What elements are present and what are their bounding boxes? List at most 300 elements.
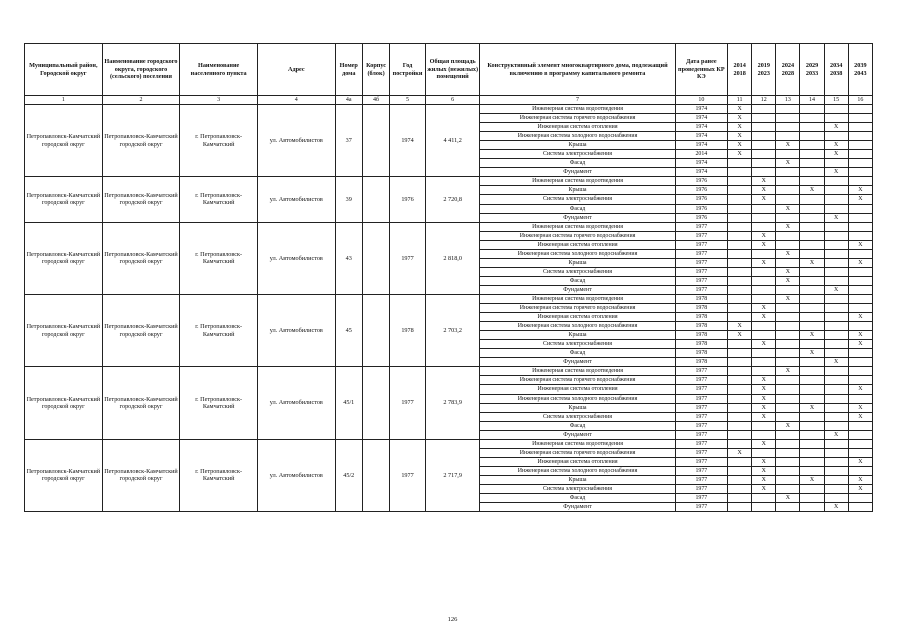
- year-built-cell: 1977: [390, 367, 426, 439]
- element-cell: Инженерная система холодного водоснабжения: [480, 394, 675, 403]
- period-mark-cell: [728, 358, 752, 367]
- period-mark-cell: X: [752, 177, 776, 186]
- period-mark-cell: [776, 114, 800, 123]
- period-mark-cell: [824, 448, 848, 457]
- period-mark-cell: [848, 168, 872, 177]
- header-house-number: Номер дома: [335, 44, 362, 96]
- period-mark-cell: [800, 132, 824, 141]
- period-mark-cell: [776, 304, 800, 313]
- period-mark-cell: [776, 466, 800, 475]
- element-cell: Инженерная система водоотведения: [480, 222, 675, 231]
- address-cell: ул. Автомобилистов: [257, 367, 335, 439]
- element-cell: Инженерная система холодного водоснабжения: [480, 249, 675, 258]
- period-mark-cell: X: [800, 403, 824, 412]
- period-mark-cell: [824, 240, 848, 249]
- period-mark-cell: [824, 267, 848, 276]
- prev-date-cell: 1977: [675, 484, 727, 493]
- period-mark-cell: [752, 114, 776, 123]
- period-mark-cell: X: [848, 186, 872, 195]
- prev-date-cell: 1977: [675, 222, 727, 231]
- period-mark-cell: [776, 240, 800, 249]
- element-cell: Крыша: [480, 186, 675, 195]
- period-mark-cell: [728, 304, 752, 313]
- period-mark-cell: [824, 132, 848, 141]
- period-mark-cell: X: [752, 340, 776, 349]
- period-mark-cell: [728, 313, 752, 322]
- period-mark-cell: X: [728, 114, 752, 123]
- address-cell: ул. Автомобилистов: [257, 294, 335, 366]
- header-period: 2014 2018: [728, 44, 752, 96]
- period-mark-cell: [824, 322, 848, 331]
- period-mark-cell: [728, 349, 752, 358]
- area-cell: 2 818,0: [425, 222, 480, 294]
- period-mark-cell: [728, 186, 752, 195]
- header-period: 2039 2043: [848, 44, 872, 96]
- period-mark-cell: [800, 168, 824, 177]
- period-mark-cell: X: [800, 258, 824, 267]
- prev-date-cell: 1977: [675, 466, 727, 475]
- page-number: 126: [447, 616, 458, 623]
- period-mark-cell: [752, 204, 776, 213]
- period-mark-cell: X: [776, 222, 800, 231]
- period-mark-cell: X: [848, 313, 872, 322]
- settlement-cell: г. Петропавловск-Камчатский: [180, 439, 258, 511]
- house-number-cell: 45: [335, 294, 362, 366]
- period-mark-cell: [752, 503, 776, 512]
- period-mark-cell: [728, 394, 752, 403]
- period-mark-cell: [728, 385, 752, 394]
- period-mark-cell: [800, 285, 824, 294]
- period-mark-cell: [800, 385, 824, 394]
- period-mark-cell: [776, 213, 800, 222]
- period-mark-cell: X: [752, 394, 776, 403]
- period-mark-cell: [824, 412, 848, 421]
- block-cell: [362, 367, 389, 439]
- prev-date-cell: 1977: [675, 276, 727, 285]
- house-number-cell: 39: [335, 177, 362, 222]
- period-mark-cell: [848, 141, 872, 150]
- period-mark-cell: [752, 150, 776, 159]
- period-mark-cell: [752, 285, 776, 294]
- element-cell: Инженерная система горячего водоснабжения: [480, 114, 675, 123]
- header-area: Общая площадь жилых (нежилых) помещений: [425, 44, 480, 96]
- area-cell: 4 411,2: [425, 105, 480, 177]
- period-mark-cell: X: [752, 240, 776, 249]
- period-mark-cell: [776, 340, 800, 349]
- period-mark-cell: [728, 267, 752, 276]
- prev-date-cell: 1977: [675, 412, 727, 421]
- element-cell: Инженерная система отопления: [480, 313, 675, 322]
- period-mark-cell: [728, 222, 752, 231]
- period-mark-cell: [728, 494, 752, 503]
- element-cell: Фундамент: [480, 358, 675, 367]
- prev-date-cell: 1977: [675, 258, 727, 267]
- column-numbering-row: [25, 96, 873, 105]
- column-number: 12: [752, 96, 776, 105]
- year-built-cell: 1976: [390, 177, 426, 222]
- table-row: [25, 177, 873, 186]
- prev-date-cell: 1977: [675, 367, 727, 376]
- period-mark-cell: [800, 457, 824, 466]
- column-number: 4б: [362, 96, 389, 105]
- header-settlement: Наименование населенного пункта: [180, 44, 258, 96]
- prev-date-cell: 1977: [675, 448, 727, 457]
- prev-date-cell: 1977: [675, 475, 727, 484]
- period-mark-cell: X: [824, 503, 848, 512]
- header-period: 2029 2033: [800, 44, 824, 96]
- element-cell: Крыша: [480, 141, 675, 150]
- period-mark-cell: [800, 484, 824, 493]
- period-mark-cell: [800, 114, 824, 123]
- period-mark-cell: [848, 267, 872, 276]
- period-mark-cell: [848, 249, 872, 258]
- element-cell: Фундамент: [480, 213, 675, 222]
- period-mark-cell: [848, 132, 872, 141]
- settlement-cell: г. Петропавловск-Камчатский: [180, 222, 258, 294]
- period-mark-cell: [728, 168, 752, 177]
- period-mark-cell: X: [776, 159, 800, 168]
- period-mark-cell: [728, 258, 752, 267]
- period-mark-cell: [824, 231, 848, 240]
- period-mark-cell: [728, 466, 752, 475]
- year-built-cell: 1977: [390, 439, 426, 511]
- prev-date-cell: 1976: [675, 177, 727, 186]
- period-mark-cell: X: [752, 439, 776, 448]
- element-cell: Инженерная система водоотведения: [480, 105, 675, 114]
- period-mark-cell: [848, 150, 872, 159]
- period-mark-cell: [752, 494, 776, 503]
- column-number: 13: [776, 96, 800, 105]
- column-number: 5: [390, 96, 426, 105]
- period-mark-cell: [776, 313, 800, 322]
- period-mark-cell: [776, 394, 800, 403]
- period-mark-cell: [824, 276, 848, 285]
- period-mark-cell: [800, 466, 824, 475]
- column-number: 16: [848, 96, 872, 105]
- period-mark-cell: [752, 249, 776, 258]
- header-municipal: Муниципальный район, Городской округ: [25, 44, 103, 96]
- column-number: 15: [824, 96, 848, 105]
- period-mark-cell: [824, 177, 848, 186]
- period-mark-cell: X: [848, 340, 872, 349]
- period-mark-cell: [728, 204, 752, 213]
- table-row: [25, 294, 873, 303]
- period-mark-cell: X: [824, 150, 848, 159]
- period-mark-cell: X: [776, 276, 800, 285]
- period-mark-cell: [776, 322, 800, 331]
- period-mark-cell: [800, 340, 824, 349]
- period-mark-cell: [800, 177, 824, 186]
- prev-date-cell: 1976: [675, 195, 727, 204]
- prev-date-cell: 1974: [675, 159, 727, 168]
- period-mark-cell: [752, 267, 776, 276]
- column-number: 4: [257, 96, 335, 105]
- prev-date-cell: 1976: [675, 186, 727, 195]
- element-cell: Инженерная система водоотведения: [480, 177, 675, 186]
- element-cell: Инженерная система отопления: [480, 240, 675, 249]
- element-cell: Система электроснабжения: [480, 195, 675, 204]
- period-mark-cell: X: [800, 475, 824, 484]
- municipal-cell: Петропавловск-Камчатский городской округ: [25, 294, 103, 366]
- column-number: 14: [800, 96, 824, 105]
- period-mark-cell: [848, 294, 872, 303]
- period-mark-cell: [752, 430, 776, 439]
- table-row: [25, 439, 873, 448]
- area-cell: 2 720,8: [425, 177, 480, 222]
- period-mark-cell: [848, 159, 872, 168]
- block-cell: [362, 439, 389, 511]
- prev-date-cell: 1978: [675, 358, 727, 367]
- period-mark-cell: X: [848, 195, 872, 204]
- element-cell: Система электроснабжения: [480, 412, 675, 421]
- period-mark-cell: [824, 186, 848, 195]
- period-mark-cell: [728, 294, 752, 303]
- period-mark-cell: X: [752, 313, 776, 322]
- period-mark-cell: X: [824, 168, 848, 177]
- element-cell: Фундамент: [480, 285, 675, 294]
- period-mark-cell: [776, 258, 800, 267]
- period-mark-cell: [776, 186, 800, 195]
- period-mark-cell: [800, 105, 824, 114]
- prev-date-cell: 1977: [675, 430, 727, 439]
- prev-date-cell: 1974: [675, 123, 727, 132]
- prev-date-cell: 1974: [675, 105, 727, 114]
- period-mark-cell: [752, 222, 776, 231]
- period-mark-cell: X: [752, 466, 776, 475]
- period-mark-cell: [848, 448, 872, 457]
- period-mark-cell: X: [752, 412, 776, 421]
- element-cell: Инженерная система водоотведения: [480, 439, 675, 448]
- period-mark-cell: [728, 421, 752, 430]
- period-mark-cell: [824, 376, 848, 385]
- period-mark-cell: [824, 204, 848, 213]
- year-built-cell: 1977: [390, 222, 426, 294]
- period-mark-cell: X: [752, 304, 776, 313]
- period-mark-cell: [776, 123, 800, 132]
- period-mark-cell: [776, 231, 800, 240]
- period-mark-cell: [800, 394, 824, 403]
- period-mark-cell: [824, 394, 848, 403]
- period-mark-cell: [776, 150, 800, 159]
- settlement-area-cell: Петропавловск-Камчатский городской округ: [102, 294, 180, 366]
- period-mark-cell: X: [752, 475, 776, 484]
- period-mark-cell: [752, 349, 776, 358]
- house-number-cell: 45/2: [335, 439, 362, 511]
- header-address: Адрес: [257, 44, 335, 96]
- period-mark-cell: X: [728, 123, 752, 132]
- period-mark-cell: [848, 105, 872, 114]
- period-mark-cell: [800, 503, 824, 512]
- table-row: [25, 105, 873, 114]
- period-mark-cell: [824, 466, 848, 475]
- period-mark-cell: [752, 294, 776, 303]
- period-mark-cell: [824, 195, 848, 204]
- column-number: 3: [180, 96, 258, 105]
- period-mark-cell: [824, 367, 848, 376]
- period-mark-cell: [728, 412, 752, 421]
- period-mark-cell: [776, 439, 800, 448]
- period-mark-cell: [848, 466, 872, 475]
- period-mark-cell: [752, 331, 776, 340]
- year-built-cell: 1978: [390, 294, 426, 366]
- element-cell: Фасад: [480, 204, 675, 213]
- prev-date-cell: 1977: [675, 240, 727, 249]
- period-mark-cell: X: [848, 457, 872, 466]
- prev-date-cell: 1978: [675, 304, 727, 313]
- period-mark-cell: X: [752, 186, 776, 195]
- period-mark-cell: [752, 159, 776, 168]
- block-cell: [362, 294, 389, 366]
- period-mark-cell: [728, 240, 752, 249]
- period-mark-cell: [800, 231, 824, 240]
- period-mark-cell: X: [728, 331, 752, 340]
- municipal-cell: Петропавловск-Камчатский городской округ: [25, 105, 103, 177]
- period-mark-cell: X: [824, 141, 848, 150]
- header-year-built: Год постройки: [390, 44, 426, 96]
- period-mark-cell: X: [728, 141, 752, 150]
- element-cell: Фундамент: [480, 430, 675, 439]
- municipal-cell: Петропавловск-Камчатский городской округ: [25, 222, 103, 294]
- period-mark-cell: X: [848, 240, 872, 249]
- element-cell: Инженерная система горячего водоснабжения: [480, 304, 675, 313]
- prev-date-cell: 1977: [675, 249, 727, 258]
- column-number: 1: [25, 96, 103, 105]
- element-cell: Система электроснабжения: [480, 150, 675, 159]
- period-mark-cell: [824, 457, 848, 466]
- period-mark-cell: [848, 123, 872, 132]
- settlement-cell: г. Петропавловск-Камчатский: [180, 367, 258, 439]
- header-period: 2034 2038: [824, 44, 848, 96]
- settlement-area-cell: Петропавловск-Камчатский городской округ: [102, 222, 180, 294]
- period-mark-cell: X: [848, 258, 872, 267]
- period-mark-cell: X: [752, 258, 776, 267]
- period-mark-cell: [728, 457, 752, 466]
- element-cell: Система электроснабжения: [480, 484, 675, 493]
- period-mark-cell: X: [728, 322, 752, 331]
- period-mark-cell: [824, 304, 848, 313]
- element-cell: Инженерная система отопления: [480, 123, 675, 132]
- column-number: 11: [728, 96, 752, 105]
- prev-date-cell: 1974: [675, 168, 727, 177]
- prev-date-cell: 1974: [675, 132, 727, 141]
- period-mark-cell: [776, 412, 800, 421]
- period-mark-cell: [824, 159, 848, 168]
- capital-repair-table: [24, 43, 873, 512]
- period-mark-cell: [824, 340, 848, 349]
- element-cell: Инженерная система холодного водоснабжения: [480, 322, 675, 331]
- period-mark-cell: [728, 213, 752, 222]
- period-mark-cell: [728, 195, 752, 204]
- period-mark-cell: [776, 331, 800, 340]
- period-mark-cell: X: [800, 331, 824, 340]
- address-cell: ул. Автомобилистов: [257, 105, 335, 177]
- period-mark-cell: [800, 240, 824, 249]
- period-mark-cell: X: [776, 141, 800, 150]
- area-cell: 2 783,9: [425, 367, 480, 439]
- period-mark-cell: X: [728, 150, 752, 159]
- period-mark-cell: [728, 177, 752, 186]
- period-mark-cell: [848, 376, 872, 385]
- block-cell: [362, 105, 389, 177]
- period-mark-cell: X: [800, 349, 824, 358]
- period-mark-cell: [800, 358, 824, 367]
- address-cell: ул. Автомобилистов: [257, 439, 335, 511]
- period-mark-cell: [776, 285, 800, 294]
- column-number: 10: [675, 96, 727, 105]
- period-mark-cell: [848, 231, 872, 240]
- period-mark-cell: [824, 403, 848, 412]
- period-mark-cell: X: [776, 367, 800, 376]
- settlement-area-cell: Петропавловск-Камчатский городской округ: [102, 105, 180, 177]
- period-mark-cell: [800, 439, 824, 448]
- period-mark-cell: [800, 150, 824, 159]
- period-mark-cell: [776, 349, 800, 358]
- house-number-cell: 45/1: [335, 367, 362, 439]
- period-mark-cell: [848, 222, 872, 231]
- period-mark-cell: [728, 475, 752, 484]
- period-mark-cell: X: [824, 358, 848, 367]
- period-mark-cell: X: [848, 385, 872, 394]
- period-mark-cell: [800, 195, 824, 204]
- period-mark-cell: [728, 439, 752, 448]
- period-mark-cell: [824, 349, 848, 358]
- period-mark-cell: [800, 249, 824, 258]
- period-mark-cell: [776, 484, 800, 493]
- element-cell: Система электроснабжения: [480, 267, 675, 276]
- settlement-area-cell: Петропавловск-Камчатский городской округ: [102, 439, 180, 511]
- period-mark-cell: [848, 394, 872, 403]
- period-mark-cell: X: [848, 412, 872, 421]
- element-cell: Инженерная система холодного водоснабжения: [480, 466, 675, 475]
- column-number: 7: [480, 96, 675, 105]
- period-mark-cell: [752, 168, 776, 177]
- period-mark-cell: [728, 503, 752, 512]
- prev-date-cell: 1978: [675, 313, 727, 322]
- period-mark-cell: [776, 457, 800, 466]
- prev-date-cell: 1977: [675, 503, 727, 512]
- prev-date-cell: 1977: [675, 231, 727, 240]
- period-mark-cell: [752, 322, 776, 331]
- period-mark-cell: [776, 430, 800, 439]
- header-settlement-area: Наименование городского округа, городского (сельского) поселения: [102, 44, 180, 96]
- period-mark-cell: X: [752, 484, 776, 493]
- element-cell: Фасад: [480, 421, 675, 430]
- header-element: Конструктивный элемент многоквартирного дома, подлежащий включению в программу капитального ремонта: [480, 44, 675, 96]
- period-mark-cell: X: [752, 457, 776, 466]
- prev-date-cell: 1978: [675, 340, 727, 349]
- period-mark-cell: [776, 403, 800, 412]
- prev-date-cell: 1978: [675, 294, 727, 303]
- element-cell: Инженерная система отопления: [480, 457, 675, 466]
- element-cell: Инженерная система горячего водоснабжения: [480, 376, 675, 385]
- element-cell: Фасад: [480, 276, 675, 285]
- period-mark-cell: [800, 276, 824, 285]
- table-row: [25, 222, 873, 231]
- period-mark-cell: [848, 439, 872, 448]
- address-cell: ул. Автомобилистов: [257, 177, 335, 222]
- period-mark-cell: [800, 313, 824, 322]
- period-mark-cell: [848, 349, 872, 358]
- column-number: 6: [425, 96, 480, 105]
- period-mark-cell: [800, 304, 824, 313]
- prev-date-cell: 1977: [675, 494, 727, 503]
- element-cell: Фундамент: [480, 168, 675, 177]
- period-mark-cell: [824, 484, 848, 493]
- area-cell: 2 717,9: [425, 439, 480, 511]
- period-mark-cell: X: [776, 204, 800, 213]
- period-mark-cell: X: [848, 403, 872, 412]
- prev-date-cell: 1977: [675, 267, 727, 276]
